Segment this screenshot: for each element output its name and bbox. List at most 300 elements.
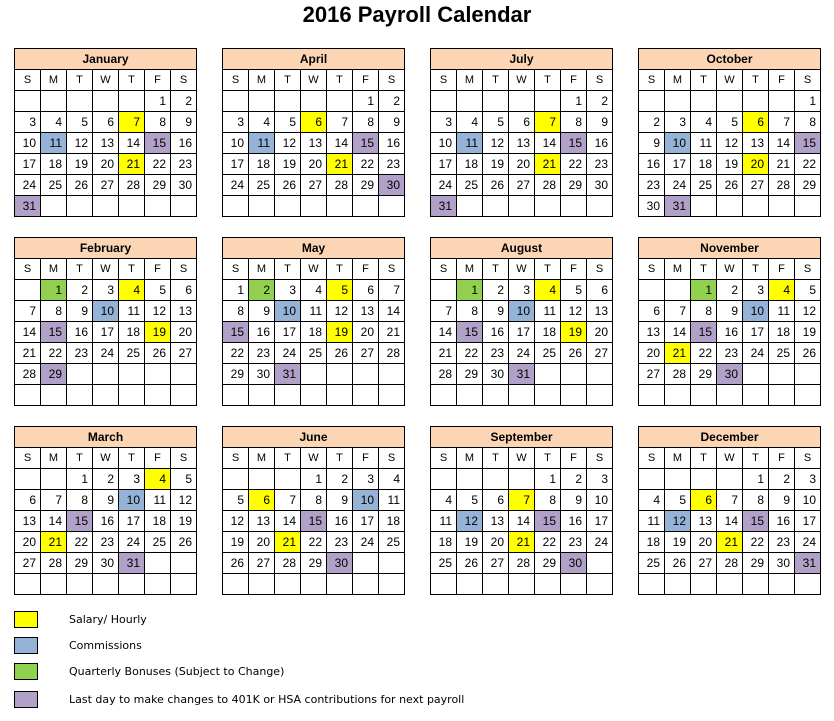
weekday-label: S	[587, 448, 613, 469]
day-cell: 21	[665, 343, 691, 364]
weekday-label: F	[769, 70, 795, 91]
day-cell: 28	[119, 175, 145, 196]
empty-cell	[717, 196, 743, 217]
day-cell: 7	[509, 490, 535, 511]
weekday-label: M	[249, 259, 275, 280]
weekday-label: S	[379, 259, 405, 280]
day-cell: 29	[145, 175, 171, 196]
day-cell: 5	[67, 112, 93, 133]
day-cell: 17	[587, 511, 613, 532]
day-cell: 7	[327, 112, 353, 133]
empty-cell	[483, 196, 509, 217]
day-cell: 3	[509, 280, 535, 301]
weekday-label: S	[795, 70, 821, 91]
day-cell: 21	[379, 322, 405, 343]
month-november	[638, 237, 821, 406]
day-cell: 14	[15, 322, 41, 343]
empty-cell	[795, 196, 821, 217]
day-cell: 15	[795, 133, 821, 154]
day-cell: 18	[379, 511, 405, 532]
day-cell: 6	[587, 280, 613, 301]
day-cell: 24	[275, 343, 301, 364]
weekday-label: W	[301, 70, 327, 91]
weekday-label: F	[145, 259, 171, 280]
day-cell: 30	[561, 553, 587, 574]
day-cell: 4	[431, 490, 457, 511]
day-cell: 22	[457, 343, 483, 364]
day-cell: 13	[353, 301, 379, 322]
day-cell: 11	[249, 133, 275, 154]
weekday-label: M	[665, 448, 691, 469]
day-cell: 6	[93, 112, 119, 133]
day-cell: 27	[15, 553, 41, 574]
day-cell: 16	[561, 511, 587, 532]
empty-cell	[41, 196, 67, 217]
empty-cell	[561, 385, 587, 406]
empty-cell	[93, 196, 119, 217]
day-cell: 21	[327, 154, 353, 175]
day-cell: 26	[171, 532, 197, 553]
empty-cell	[457, 385, 483, 406]
day-cell: 17	[15, 154, 41, 175]
day-cell: 7	[119, 112, 145, 133]
month-may	[222, 237, 405, 406]
day-cell: 13	[249, 511, 275, 532]
empty-cell	[795, 385, 821, 406]
legend-item-salary	[14, 608, 147, 630]
day-cell: 12	[561, 301, 587, 322]
empty-cell	[509, 574, 535, 595]
weekday-label: M	[457, 259, 483, 280]
empty-cell	[483, 469, 509, 490]
day-cell: 1	[561, 91, 587, 112]
empty-cell	[275, 574, 301, 595]
day-cell: 4	[41, 112, 67, 133]
empty-cell	[535, 385, 561, 406]
day-cell: 20	[509, 154, 535, 175]
empty-cell	[171, 574, 197, 595]
day-cell: 5	[483, 112, 509, 133]
weekday-label: S	[171, 259, 197, 280]
day-cell: 16	[717, 322, 743, 343]
weekday-label: F	[769, 259, 795, 280]
weekday-label: S	[431, 70, 457, 91]
day-cell: 13	[15, 511, 41, 532]
day-cell: 20	[301, 154, 327, 175]
empty-cell	[145, 574, 171, 595]
day-cell: 18	[431, 532, 457, 553]
day-cell: 25	[379, 532, 405, 553]
day-cell: 23	[171, 154, 197, 175]
day-cell: 1	[535, 469, 561, 490]
day-cell: 14	[41, 511, 67, 532]
empty-cell	[275, 196, 301, 217]
day-cell: 2	[717, 280, 743, 301]
day-cell: 23	[717, 343, 743, 364]
legend-swatch	[14, 663, 38, 680]
legend-label: Salary/ Hourly	[69, 612, 147, 626]
day-cell: 4	[145, 469, 171, 490]
day-cell: 10	[587, 490, 613, 511]
day-cell: 24	[431, 175, 457, 196]
day-cell: 23	[379, 154, 405, 175]
day-cell: 1	[301, 469, 327, 490]
weekday-label: M	[249, 448, 275, 469]
day-cell: 18	[457, 154, 483, 175]
weekday-label: S	[171, 70, 197, 91]
empty-cell	[353, 196, 379, 217]
day-cell: 28	[41, 553, 67, 574]
empty-cell	[717, 469, 743, 490]
day-cell: 30	[587, 175, 613, 196]
empty-cell	[665, 574, 691, 595]
day-cell: 18	[691, 154, 717, 175]
day-cell: 17	[119, 511, 145, 532]
day-cell: 20	[171, 322, 197, 343]
day-cell: 24	[665, 175, 691, 196]
day-cell: 22	[353, 154, 379, 175]
month-header: January	[15, 49, 197, 70]
day-cell: 21	[41, 532, 67, 553]
empty-cell	[15, 385, 41, 406]
day-cell: 10	[275, 301, 301, 322]
day-cell: 14	[665, 322, 691, 343]
day-cell: 2	[483, 280, 509, 301]
empty-cell	[223, 196, 249, 217]
day-cell: 28	[717, 553, 743, 574]
day-cell: 8	[145, 112, 171, 133]
empty-cell	[587, 364, 613, 385]
day-cell: 25	[639, 553, 665, 574]
day-cell: 13	[743, 133, 769, 154]
day-cell: 26	[665, 553, 691, 574]
weekday-label: T	[743, 448, 769, 469]
day-cell: 19	[275, 154, 301, 175]
day-cell: 17	[509, 322, 535, 343]
day-cell: 23	[639, 175, 665, 196]
empty-cell	[431, 469, 457, 490]
weekday-label: T	[119, 259, 145, 280]
day-cell: 16	[93, 511, 119, 532]
day-cell: 9	[561, 490, 587, 511]
month-header: May	[223, 238, 405, 259]
day-cell: 9	[769, 490, 795, 511]
day-cell: 26	[145, 343, 171, 364]
day-cell: 7	[379, 280, 405, 301]
empty-cell	[665, 385, 691, 406]
day-cell: 4	[301, 280, 327, 301]
day-cell: 25	[769, 343, 795, 364]
empty-cell	[353, 574, 379, 595]
day-cell: 27	[353, 343, 379, 364]
day-cell: 26	[275, 175, 301, 196]
empty-cell	[93, 364, 119, 385]
weekday-label: S	[795, 448, 821, 469]
day-cell: 20	[93, 154, 119, 175]
day-cell: 17	[275, 322, 301, 343]
day-cell: 21	[717, 532, 743, 553]
day-cell: 25	[41, 175, 67, 196]
weekday-label: T	[327, 70, 353, 91]
weekday-label: T	[691, 259, 717, 280]
day-cell: 7	[535, 112, 561, 133]
day-cell: 25	[119, 343, 145, 364]
day-cell: 5	[145, 280, 171, 301]
weekday-label: T	[483, 448, 509, 469]
weekday-label: M	[457, 70, 483, 91]
day-cell: 24	[119, 532, 145, 553]
day-cell: 15	[691, 322, 717, 343]
empty-cell	[535, 196, 561, 217]
empty-cell	[223, 385, 249, 406]
day-cell: 23	[587, 154, 613, 175]
day-cell: 30	[379, 175, 405, 196]
day-cell: 5	[275, 112, 301, 133]
day-cell: 22	[561, 154, 587, 175]
day-cell: 29	[561, 175, 587, 196]
day-cell: 2	[249, 280, 275, 301]
day-cell: 8	[795, 112, 821, 133]
weekday-label: T	[483, 259, 509, 280]
day-cell: 11	[301, 301, 327, 322]
empty-cell	[587, 574, 613, 595]
day-cell: 10	[509, 301, 535, 322]
empty-cell	[171, 385, 197, 406]
empty-cell	[561, 574, 587, 595]
weekday-label: S	[223, 70, 249, 91]
day-cell: 29	[457, 364, 483, 385]
day-cell: 16	[483, 322, 509, 343]
day-cell: 14	[275, 511, 301, 532]
weekday-label: W	[717, 259, 743, 280]
day-cell: 31	[795, 553, 821, 574]
day-cell: 6	[301, 112, 327, 133]
month-header: June	[223, 427, 405, 448]
day-cell: 11	[145, 490, 171, 511]
day-cell: 14	[119, 133, 145, 154]
empty-cell	[457, 91, 483, 112]
day-cell: 2	[639, 112, 665, 133]
day-cell: 7	[15, 301, 41, 322]
day-cell: 7	[717, 490, 743, 511]
day-cell: 11	[769, 301, 795, 322]
weekday-label: T	[67, 259, 93, 280]
empty-cell	[93, 574, 119, 595]
empty-cell	[587, 553, 613, 574]
weekday-label: W	[717, 448, 743, 469]
day-cell: 14	[379, 301, 405, 322]
day-cell: 25	[431, 553, 457, 574]
day-cell: 16	[171, 133, 197, 154]
day-cell: 8	[691, 301, 717, 322]
day-cell: 1	[41, 280, 67, 301]
empty-cell	[353, 364, 379, 385]
day-cell: 8	[353, 112, 379, 133]
weekday-label: S	[431, 259, 457, 280]
empty-cell	[145, 553, 171, 574]
empty-cell	[145, 196, 171, 217]
day-cell: 2	[327, 469, 353, 490]
legend-swatch	[14, 611, 38, 628]
day-cell: 23	[67, 343, 93, 364]
weekday-label: M	[41, 70, 67, 91]
weekday-label: T	[275, 259, 301, 280]
empty-cell	[171, 364, 197, 385]
day-cell: 22	[691, 343, 717, 364]
day-cell: 27	[171, 343, 197, 364]
day-cell: 25	[535, 343, 561, 364]
day-cell: 9	[249, 301, 275, 322]
day-cell: 12	[145, 301, 171, 322]
empty-cell	[171, 553, 197, 574]
day-cell: 19	[717, 154, 743, 175]
day-cell: 11	[41, 133, 67, 154]
day-cell: 4	[639, 490, 665, 511]
empty-cell	[119, 574, 145, 595]
day-cell: 19	[457, 532, 483, 553]
day-cell: 21	[15, 343, 41, 364]
day-cell: 26	[717, 175, 743, 196]
day-cell: 27	[301, 175, 327, 196]
day-cell: 1	[353, 91, 379, 112]
empty-cell	[769, 385, 795, 406]
month-june	[222, 426, 405, 595]
weekday-label: S	[15, 70, 41, 91]
day-cell: 11	[119, 301, 145, 322]
weekday-label: S	[15, 448, 41, 469]
day-cell: 20	[743, 154, 769, 175]
day-cell: 15	[743, 511, 769, 532]
empty-cell	[327, 196, 353, 217]
empty-cell	[769, 364, 795, 385]
empty-cell	[639, 280, 665, 301]
day-cell: 14	[535, 133, 561, 154]
empty-cell	[301, 364, 327, 385]
day-cell: 6	[691, 490, 717, 511]
day-cell: 8	[301, 490, 327, 511]
day-cell: 31	[431, 196, 457, 217]
empty-cell	[119, 364, 145, 385]
empty-cell	[93, 91, 119, 112]
day-cell: 29	[743, 553, 769, 574]
month-january	[14, 48, 197, 217]
day-cell: 28	[665, 364, 691, 385]
weekday-label: S	[639, 259, 665, 280]
empty-cell	[301, 574, 327, 595]
empty-cell	[327, 364, 353, 385]
day-cell: 24	[15, 175, 41, 196]
weekday-label: T	[275, 70, 301, 91]
empty-cell	[665, 280, 691, 301]
day-cell: 3	[223, 112, 249, 133]
empty-cell	[327, 91, 353, 112]
weekday-label: T	[691, 70, 717, 91]
day-cell: 1	[223, 280, 249, 301]
empty-cell	[301, 196, 327, 217]
day-cell: 24	[509, 343, 535, 364]
empty-cell	[145, 364, 171, 385]
day-cell: 12	[171, 490, 197, 511]
day-cell: 22	[41, 343, 67, 364]
empty-cell	[145, 385, 171, 406]
empty-cell	[119, 385, 145, 406]
empty-cell	[743, 364, 769, 385]
weekday-label: F	[353, 259, 379, 280]
day-cell: 3	[119, 469, 145, 490]
day-cell: 22	[223, 343, 249, 364]
day-cell: 13	[509, 133, 535, 154]
day-cell: 28	[431, 364, 457, 385]
day-cell: 6	[743, 112, 769, 133]
empty-cell	[67, 574, 93, 595]
day-cell: 29	[535, 553, 561, 574]
day-cell: 18	[41, 154, 67, 175]
empty-cell	[691, 574, 717, 595]
day-cell: 27	[509, 175, 535, 196]
day-cell: 13	[691, 511, 717, 532]
weekday-label: W	[301, 448, 327, 469]
weekday-label: T	[67, 448, 93, 469]
day-cell: 30	[327, 553, 353, 574]
weekday-label: T	[483, 70, 509, 91]
day-cell: 1	[795, 91, 821, 112]
empty-cell	[249, 469, 275, 490]
day-cell: 27	[483, 553, 509, 574]
empty-cell	[41, 385, 67, 406]
day-cell: 24	[587, 532, 613, 553]
weekday-label: W	[717, 70, 743, 91]
day-cell: 23	[769, 532, 795, 553]
weekday-label: S	[587, 259, 613, 280]
day-cell: 9	[67, 301, 93, 322]
day-cell: 28	[535, 175, 561, 196]
empty-cell	[275, 385, 301, 406]
empty-cell	[41, 91, 67, 112]
day-cell: 2	[93, 469, 119, 490]
day-cell: 12	[457, 511, 483, 532]
day-cell: 4	[119, 280, 145, 301]
day-cell: 6	[353, 280, 379, 301]
empty-cell	[249, 91, 275, 112]
day-cell: 10	[431, 133, 457, 154]
weekday-label: F	[769, 448, 795, 469]
day-cell: 22	[301, 532, 327, 553]
day-cell: 20	[249, 532, 275, 553]
day-cell: 16	[769, 511, 795, 532]
day-cell: 26	[457, 553, 483, 574]
month-october	[638, 48, 821, 217]
weekday-label: T	[119, 70, 145, 91]
weekday-label: M	[665, 259, 691, 280]
day-cell: 2	[769, 469, 795, 490]
day-cell: 20	[587, 322, 613, 343]
weekday-label: T	[275, 448, 301, 469]
weekday-label: T	[327, 259, 353, 280]
day-cell: 11	[379, 490, 405, 511]
day-cell: 9	[327, 490, 353, 511]
day-cell: 30	[249, 364, 275, 385]
day-cell: 3	[795, 469, 821, 490]
day-cell: 7	[275, 490, 301, 511]
empty-cell	[15, 469, 41, 490]
weekday-label: W	[509, 70, 535, 91]
weekday-label: F	[353, 448, 379, 469]
day-cell: 13	[483, 511, 509, 532]
empty-cell	[379, 385, 405, 406]
empty-cell	[431, 91, 457, 112]
weekday-label: T	[535, 448, 561, 469]
day-cell: 19	[561, 322, 587, 343]
